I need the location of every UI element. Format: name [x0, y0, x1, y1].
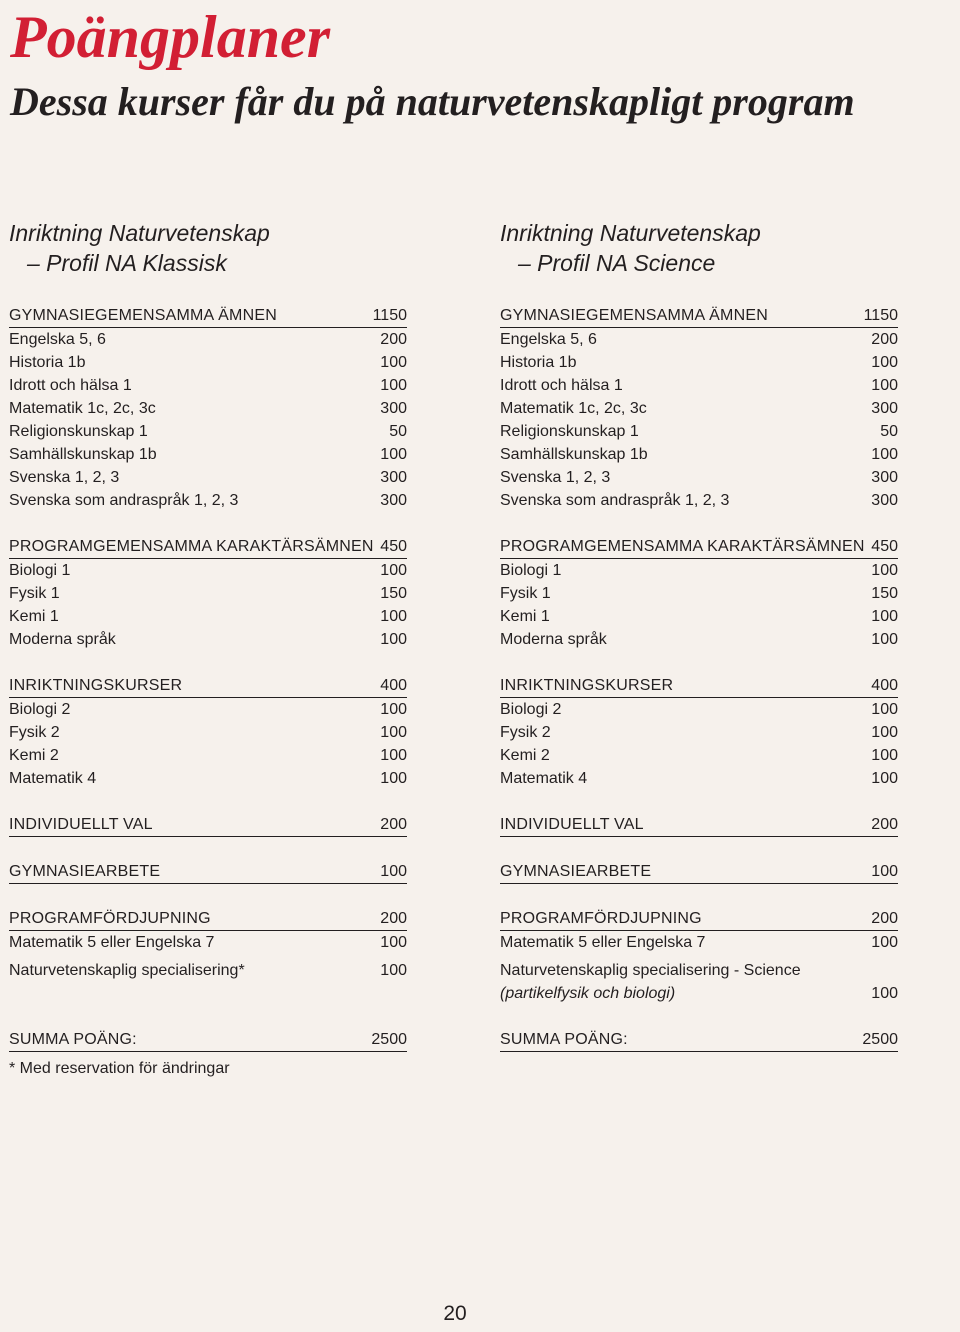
course-row — [500, 721, 898, 744]
course-group — [9, 813, 407, 837]
group-label: GYMNASIEARBETE — [9, 863, 161, 880]
course-row — [9, 698, 407, 721]
course-points: 50 — [880, 423, 898, 440]
group-label: PROGRAMGEMENSAMMA KARAKTÄRSÄMNEN — [500, 538, 865, 555]
course-name: Svenska som andraspråk 1, 2, 3 — [9, 492, 239, 509]
plan-heading — [9, 218, 407, 278]
total-row — [9, 1028, 407, 1052]
group-header-row — [500, 860, 898, 884]
group-header-row — [500, 304, 898, 328]
course-points: 100 — [871, 934, 898, 951]
course-row — [500, 931, 898, 954]
group-header-row — [9, 907, 407, 931]
group-points: 200 — [871, 910, 898, 927]
course-points: 300 — [871, 492, 898, 509]
plan-na-science — [500, 218, 898, 1052]
total-label: SUMMA POÄNG: — [9, 1031, 137, 1048]
course-points: 100 — [380, 701, 407, 718]
group-points: 450 — [871, 538, 898, 555]
course-groups — [500, 304, 898, 954]
course-points: 100 — [380, 608, 407, 625]
group-header-row — [9, 813, 407, 837]
course-row — [9, 582, 407, 605]
footnote: * Med reservation för ändringar — [9, 1060, 230, 1077]
course-row — [9, 744, 407, 767]
group-points: 200 — [380, 816, 407, 833]
course-row — [9, 397, 407, 420]
total-label: SUMMA POÄNG: — [500, 1031, 628, 1048]
plan-heading-line2: – Profil NA Science — [518, 250, 716, 276]
course-name: Matematik 5 eller Engelska 7 — [500, 934, 706, 951]
course-name: Fysik 2 — [500, 724, 551, 741]
course-points: 100 — [380, 562, 407, 579]
group-label: GYMNASIEARBETE — [500, 863, 652, 880]
specialisation-points: 100 — [380, 962, 407, 979]
course-points: 100 — [380, 747, 407, 764]
course-name: Samhällskunskap 1b — [500, 446, 648, 463]
specialisation-row — [500, 959, 898, 982]
course-row — [9, 931, 407, 954]
course-row — [9, 605, 407, 628]
course-name: Svenska 1, 2, 3 — [500, 469, 611, 486]
group-points: 200 — [380, 910, 407, 927]
course-row — [500, 698, 898, 721]
course-row — [500, 466, 898, 489]
course-name: Biologi 2 — [500, 701, 562, 718]
group-label: INDIVIDUELLT VAL — [500, 816, 644, 833]
course-name: Samhällskunskap 1b — [9, 446, 157, 463]
course-row — [500, 744, 898, 767]
course-points: 300 — [380, 492, 407, 509]
specialisation-note: (partikelfysik och biologi) — [500, 985, 676, 1002]
course-name: Idrott och hälsa 1 — [500, 377, 623, 394]
course-points: 300 — [871, 400, 898, 417]
course-row — [500, 489, 898, 512]
course-points: 100 — [380, 446, 407, 463]
course-row — [500, 582, 898, 605]
course-name: Matematik 4 — [500, 770, 588, 787]
group-label: INRIKTNINGSKURSER — [9, 677, 183, 694]
course-row — [9, 443, 407, 466]
total-points: 2500 — [371, 1031, 407, 1048]
course-points: 150 — [871, 585, 898, 602]
group-header-row — [500, 674, 898, 698]
course-row — [500, 351, 898, 374]
course-points: 100 — [871, 354, 898, 371]
course-points: 100 — [871, 770, 898, 787]
course-name: Historia 1b — [500, 354, 577, 371]
course-name: Svenska 1, 2, 3 — [9, 469, 120, 486]
group-header-row — [500, 813, 898, 837]
course-row — [500, 767, 898, 790]
course-points: 100 — [380, 377, 407, 394]
total-points: 2500 — [862, 1031, 898, 1048]
course-row — [500, 628, 898, 651]
course-points: 100 — [871, 608, 898, 625]
course-name: Fysik 1 — [9, 585, 60, 602]
course-points: 200 — [380, 331, 407, 348]
group-header-row — [9, 304, 407, 328]
course-name: Biologi 1 — [9, 562, 71, 579]
course-row — [500, 374, 898, 397]
course-points: 300 — [380, 469, 407, 486]
course-name: Matematik 4 — [9, 770, 97, 787]
course-group — [9, 860, 407, 884]
course-row — [500, 397, 898, 420]
course-name: Kemi 1 — [500, 608, 550, 625]
course-group — [9, 535, 407, 651]
group-points: 450 — [380, 538, 407, 555]
course-row — [500, 605, 898, 628]
course-points: 100 — [380, 724, 407, 741]
course-group — [500, 813, 898, 837]
course-row — [9, 466, 407, 489]
course-row — [9, 721, 407, 744]
group-label: PROGRAMFÖRDJUPNING — [9, 910, 211, 927]
course-group — [500, 907, 898, 954]
course-name: Svenska som andraspråk 1, 2, 3 — [500, 492, 730, 509]
course-name: Biologi 2 — [9, 701, 71, 718]
course-row — [9, 351, 407, 374]
specialisation-label: Naturvetenskaplig specialisering - Science — [500, 962, 801, 979]
group-label: INDIVIDUELLT VAL — [9, 816, 153, 833]
group-points: 1150 — [372, 307, 407, 324]
course-points: 100 — [871, 562, 898, 579]
course-points: 50 — [389, 423, 407, 440]
course-points: 100 — [871, 631, 898, 648]
plan-heading-line2: – Profil NA Klassisk — [27, 250, 227, 276]
group-header-row — [9, 535, 407, 559]
course-name: Fysik 1 — [500, 585, 551, 602]
course-name: Engelska 5, 6 — [9, 331, 106, 348]
course-row — [9, 767, 407, 790]
course-groups — [9, 304, 407, 954]
specialisation-points: 100 — [871, 985, 898, 1002]
course-name: Religionskunskap 1 — [9, 423, 148, 440]
course-points: 150 — [380, 585, 407, 602]
course-row — [500, 443, 898, 466]
course-row — [9, 420, 407, 443]
course-row — [9, 489, 407, 512]
course-points: 100 — [871, 724, 898, 741]
course-points: 100 — [871, 701, 898, 718]
page-number: 20 — [443, 1302, 467, 1325]
total-row — [500, 1028, 898, 1052]
course-name: Historia 1b — [9, 354, 86, 371]
course-name: Kemi 1 — [9, 608, 59, 625]
group-label: INRIKTNINGSKURSER — [500, 677, 674, 694]
group-points: 100 — [380, 863, 407, 880]
course-row — [9, 328, 407, 351]
course-row — [9, 374, 407, 397]
course-points: 100 — [380, 770, 407, 787]
course-group — [500, 860, 898, 884]
course-name: Fysik 2 — [9, 724, 60, 741]
course-name: Religionskunskap 1 — [500, 423, 639, 440]
course-name: Matematik 1c, 2c, 3c — [500, 400, 647, 417]
group-header-row — [9, 674, 407, 698]
course-row — [500, 559, 898, 582]
course-name: Matematik 5 eller Engelska 7 — [9, 934, 215, 951]
specialisation-row — [9, 959, 407, 982]
group-label: GYMNASIEGEMENSAMMA ÄMNEN — [9, 307, 277, 324]
course-row — [9, 628, 407, 651]
group-points: 200 — [871, 816, 898, 833]
course-name: Kemi 2 — [500, 747, 550, 764]
course-group — [9, 304, 407, 512]
course-points: 100 — [871, 446, 898, 463]
course-row — [9, 559, 407, 582]
course-name: Idrott och hälsa 1 — [9, 377, 132, 394]
course-name: Matematik 1c, 2c, 3c — [9, 400, 156, 417]
group-label: PROGRAMGEMENSAMMA KARAKTÄRSÄMNEN — [9, 538, 374, 555]
group-points: 400 — [380, 677, 407, 694]
page-title: Poängplaner — [10, 4, 331, 70]
plan-heading — [500, 218, 898, 278]
course-points: 100 — [871, 747, 898, 764]
course-points: 100 — [380, 354, 407, 371]
page-subtitle: Dessa kurser får du på naturvetenskapligt program — [10, 79, 855, 124]
group-header-row — [500, 907, 898, 931]
course-group — [500, 674, 898, 790]
course-row — [500, 420, 898, 443]
group-points: 400 — [871, 677, 898, 694]
course-name: Engelska 5, 6 — [500, 331, 597, 348]
course-name: Moderna språk — [500, 631, 607, 648]
plan-heading-line1: Inriktning Naturvetenskap — [9, 220, 270, 246]
group-label: GYMNASIEGEMENSAMMA ÄMNEN — [500, 307, 768, 324]
course-points: 100 — [380, 631, 407, 648]
course-group — [9, 674, 407, 790]
group-label: PROGRAMFÖRDJUPNING — [500, 910, 702, 927]
course-points: 300 — [380, 400, 407, 417]
course-group — [500, 304, 898, 512]
group-header-row — [500, 535, 898, 559]
specialisation-label: Naturvetenskaplig specialisering* — [9, 962, 245, 979]
group-points: 1150 — [863, 307, 898, 324]
plan-na-klassisk — [9, 218, 407, 1080]
course-points: 200 — [871, 331, 898, 348]
plan-heading-line1: Inriktning Naturvetenskap — [500, 220, 761, 246]
course-points: 300 — [871, 469, 898, 486]
group-header-row — [9, 860, 407, 884]
course-name: Biologi 1 — [500, 562, 562, 579]
course-name: Moderna språk — [9, 631, 116, 648]
group-points: 100 — [871, 863, 898, 880]
course-points: 100 — [871, 377, 898, 394]
course-points: 100 — [380, 934, 407, 951]
course-row — [500, 328, 898, 351]
course-name: Kemi 2 — [9, 747, 59, 764]
course-group — [9, 907, 407, 954]
specialisation-note-row — [500, 982, 898, 1005]
course-group — [500, 535, 898, 651]
